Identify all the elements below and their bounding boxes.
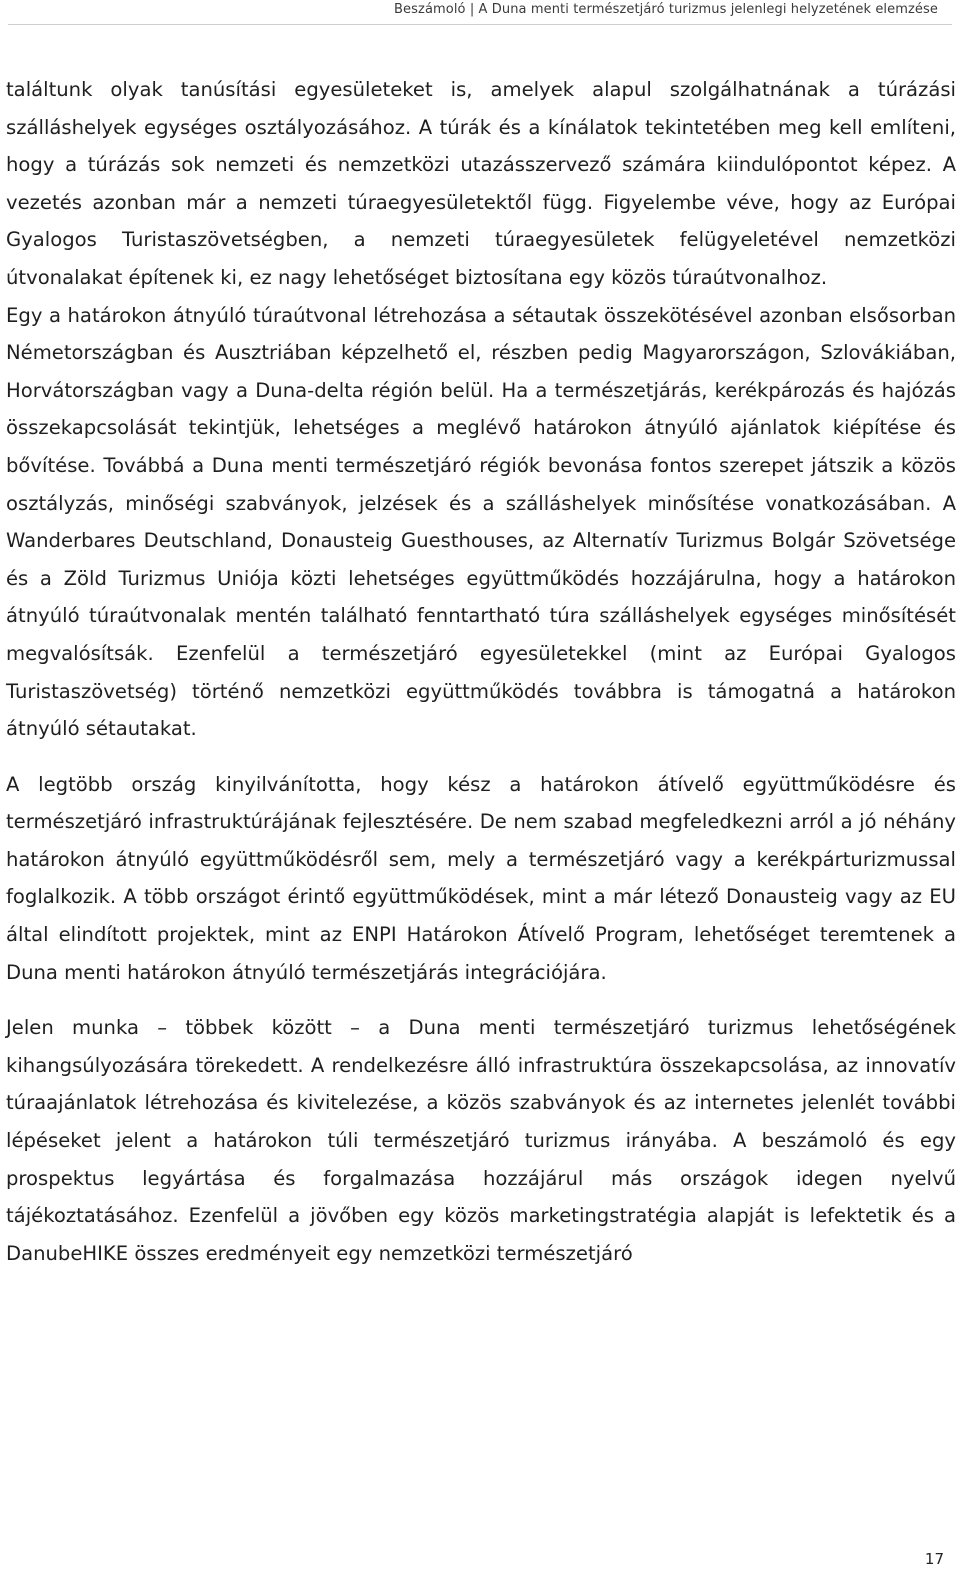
document-body xyxy=(6,71,956,1272)
running-header: Beszámoló | A Duna menti természetjáró turizmus jelenlegi helyzetének elemzése xyxy=(394,2,938,17)
paragraph-country-cooperation: A legtöbb ország kinyilvánította, hogy kész a határokon átívelő együttműködésre és természetjáró infrastruktúrájának fejlesztésére. De nem szabad megfeledkezni arról a jó néhány határokon átnyúló együttműködésről sem, mely a természetjáró vagy a kerékpárturizmussal foglalkozik. A több országot érintő együttműködések, mint a már létező Donausteig vagy az EU által elindított projektek, mint az ENPI Határokon Átívelő Program, lehetőséget teremtenek a Duna menti határokon átnyúló természetjárás integrációjára. xyxy=(6,772,956,984)
paragraph-certification-and-tours: találtunk olyak tanúsítási egyesületeket is, amelyek alapul szolgálhatnának a túrázási szálláshelyek egységes osztályozásához. A túrák és a kínálatok tekintetében meg kell említeni, hogy a túrázás sok nemzeti és nemzetközi utazásszervező számára kiindulópontot képez. A vezetés azonban már a nemzeti túraegyesületektől függ. Figyelembe véve, hogy az Európai Gyalogos Turistaszövetségben, a nemzeti túraegyesületek felügyeletével nemzetközi útvonalakat építenek ki, ez nagy lehetőséget biztosítana egy közös túraútvonalhoz. xyxy=(6,78,956,289)
page-number: 17 xyxy=(924,1550,944,1568)
paragraph-cross-border-trail: Egy a határokon átnyúló túraútvonal létrehozása a sétautak összekötésével azonban elsősorban Németországban és Ausztriában képzelhető el, részben pedig Magyarországon, Szlovákiában, Horvátországban vagy a Duna-delta régión belül. Ha a természetjárás, kerékpározás és hajózás összekapcsolását tekintjük, lehetséges a meglévő határokon átnyúló ajánlatok kiépítése és bővítése. Továbbá a Duna menti természetjáró régiók bevonása fontos szerepet játszik a közös osztályzás, minőségi szabványok, jelzések és a szálláshelyek minősítése vonatkozásában. A Wanderbares Deutschland, Donausteig Guesthouses, az Alternatív Turizmus Bolgár Szövetsége és a Zöld Turizmus Uniója közti lehetséges együttműködés hozzájárulna, hogy a határokon átnyúló túraútvonalak mentén található fenntartható túra szálláshelyek egységes minősítését megvalósítsák. Ezenfelül a természetjáró egyesületekkel (mint az Európai Gyalogos Turistaszövetség) történő nemzetközi együttműködés továbbra is támogatná a határokon átnyúló sétautakat. xyxy=(6,303,956,741)
header-divider xyxy=(8,24,952,25)
paragraph-project-summary: Jelen munka – többek között – a Duna menti természetjáró turizmus lehetőségének kihangsúlyozására törekedett. A rendelkezésre álló infrastruktúra összekapcsolása, az innovatív túraajánlatok létrehozása és kivitelezése, a közös szabványok és az internetes jelenlét további lépéseket jelent a határokon túli természetjáró turizmus irányába. A beszámoló és egy prospektus legyártása és forgalmazása hozzájárul más országok idegen nyelvű tájékoztatásához. Ezenfelül a jövőben egy közös marketingstratégia alapját is lefektetik és a DanubeHIKE összes eredményeit egy nemzetközi természetjáró xyxy=(6,1016,956,1265)
